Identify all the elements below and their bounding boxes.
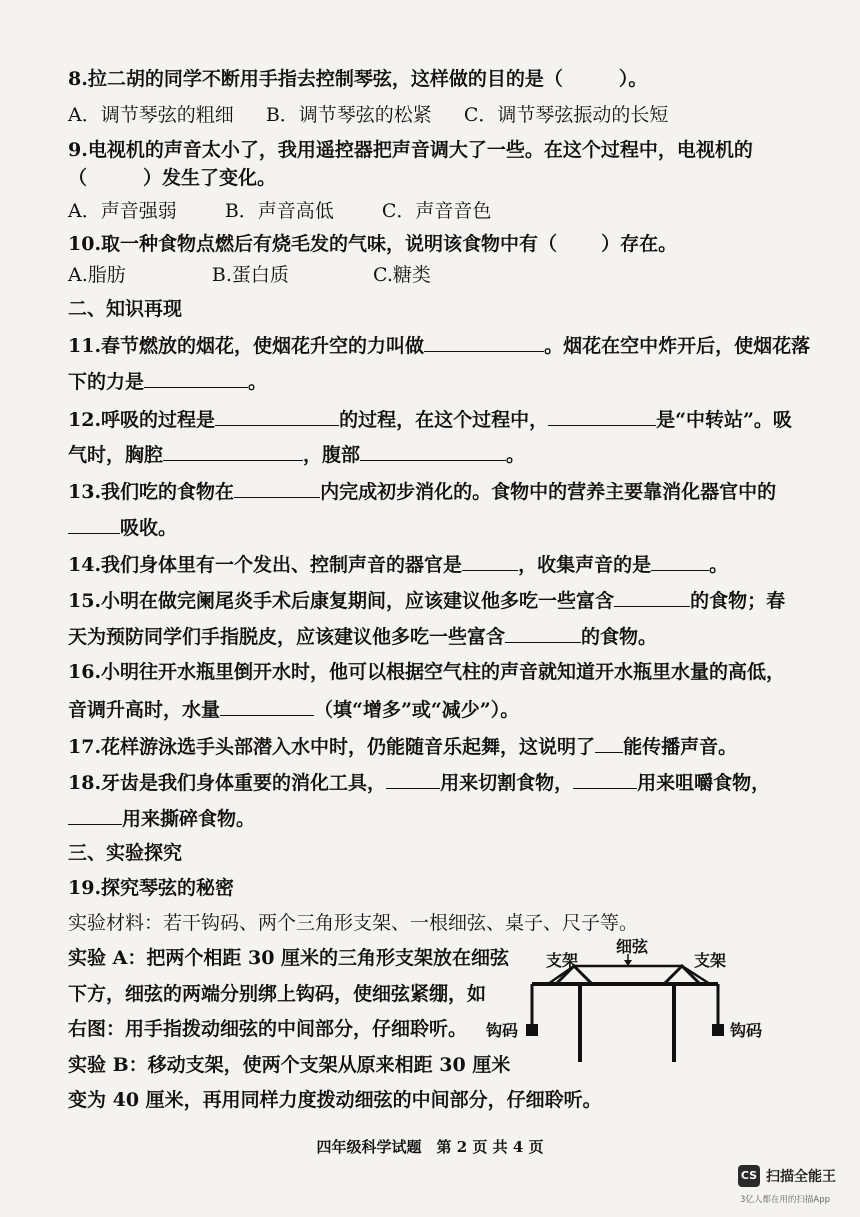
label-weight-left: 钩码: [486, 1021, 519, 1040]
q9-option-c: C．声音音色: [381, 200, 492, 222]
question-8-stem: 8.拉二胡的同学不断用手指去控制琴弦，这样做的目的是（ ）。: [68, 68, 648, 90]
question-15: 15.小明在做完阑尾炎手术后康复期间，应该建议他多吃一些富含 的食物；春: [68, 586, 785, 614]
q9-option-a: A．声音强弱: [68, 200, 177, 222]
question-14: 14.我们身体里有一个发出、控制声音的器官是 ，收集声音的是 。: [68, 550, 728, 578]
watermark-tagline: 3亿人都在用的扫描App: [740, 1195, 831, 1205]
experiment-a-line-1: 实验 A：把两个相距 30 厘米的三角形支架放在细弦: [68, 947, 510, 969]
question-18: 18.牙齿是我们身体重要的消化工具， 用来切割食物， 用来咀嚼食物，: [68, 768, 770, 796]
page-footer: 四年级科学试题 第 2 页 共 4 页: [316, 1138, 544, 1156]
q10-option-c: C.糖类: [372, 264, 431, 286]
weight-left: [526, 1024, 538, 1036]
question-11: 11.春节燃放的烟花，使烟花升空的力叫做 。烟花在空中炸开后，使烟花落: [68, 331, 810, 359]
watermark-name: 扫描全能王: [766, 1169, 836, 1185]
question-12-cont: 气时，胸腔 ，腹部 。: [68, 440, 525, 468]
question-18-cont: 用来撕碎食物。: [68, 804, 255, 832]
q8-option-c: C．调节琴弦振动的长短: [463, 104, 669, 126]
label-weight-right: 钩码: [730, 1021, 763, 1040]
q8-option-a: A．调节琴弦的粗细: [68, 104, 234, 126]
section-3-heading: 三、实验探究: [68, 842, 183, 864]
camscanner-logo-icon: CS: [738, 1165, 760, 1187]
question-13-cont: 吸收。: [68, 513, 177, 541]
question-11-cont: 下的力是 。: [68, 367, 267, 395]
question-16-cont: 音调升高时，水量 （填“增多”或“减少”）。: [68, 695, 519, 723]
experiment-a-line-3: 右图：用手指拨动细弦的中间部分，仔细聆听。: [68, 1018, 468, 1040]
question-9-options: [68, 198, 491, 224]
question-15-cont: 天为预防同学们手指脱皮，应该建议他多吃一些富含 的食物。: [68, 622, 657, 650]
label-stand-right: 支架: [694, 951, 727, 970]
experiment-b-line-1: 实验 B：移动支架，使两个支架从原来相距 30 厘米: [68, 1054, 511, 1076]
label-string: 细弦: [616, 938, 649, 956]
question-8-options: [68, 102, 668, 128]
weight-right: [712, 1024, 724, 1036]
q9-option-b: B．声音高低: [224, 200, 334, 222]
scanner-watermark: [738, 1165, 850, 1209]
question-10-options: [68, 262, 431, 288]
section-2-heading: 二、知识再现: [68, 298, 183, 320]
experiment-b-line-2: 变为 40 厘米，再用同样力度拨动细弦的中间部分，仔细聆听。: [68, 1089, 602, 1111]
experiment-a-line-2: 下方，细弦的两端分别绑上钩码，使细弦紧绷，如: [68, 983, 487, 1005]
q10-option-b: B.蛋白质: [211, 264, 289, 286]
label-stand-left: 支架: [546, 951, 579, 970]
question-10-stem: 10.取一种食物点燃后有烧毛发的气味，说明该食物中有（ ）存在。: [68, 233, 678, 255]
question-9-stem-cont: （ ）发生了变化。: [68, 167, 277, 189]
question-9-stem: 9.电视机的声音太小了，我用遥控器把声音调大了一些。在这个过程中，电视机的: [68, 139, 753, 161]
q10-option-a: A.脂肪: [68, 264, 126, 286]
question-17: 17.花样游泳选手头部潜入水中时，仍能随音乐起舞，这说明了 能传播声音。: [68, 732, 737, 760]
question-13: 13.我们吃的食物在 内完成初步消化的。食物中的营养主要靠消化器官中的: [68, 477, 776, 505]
question-19-materials: 实验材料：若干钩码、两个三角形支架、一根细弦、桌子、尺子等。: [68, 912, 639, 934]
question-19-title: 19.探究琴弦的秘密: [68, 877, 235, 899]
string-experiment-diagram: [478, 938, 778, 1078]
question-12: 12.呼吸的过程是 的过程，在这个过程中， 是“中转站”。吸: [68, 405, 792, 433]
question-16: 16.小明往开水瓶里倒开水时，他可以根据空气柱的声音就知道开水瓶里水量的高低，: [68, 661, 786, 683]
q8-option-b: B．调节琴弦的松紧: [265, 104, 432, 126]
